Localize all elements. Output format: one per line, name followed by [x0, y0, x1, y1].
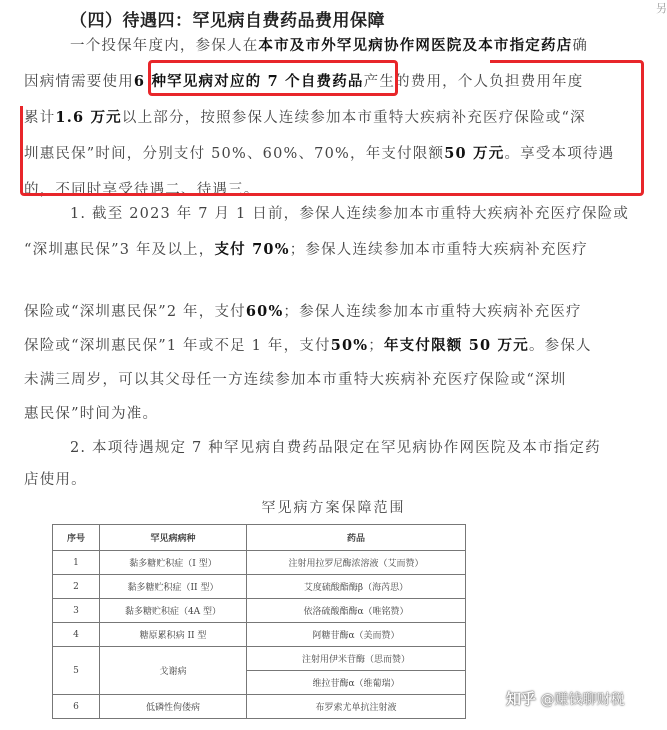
row-drug: 注射用伊米苷酶（思而赞）: [247, 647, 466, 671]
table-row: [53, 647, 466, 671]
row-disease: 黏多糖贮积症（4A 型）: [100, 599, 247, 623]
table-row: [53, 623, 466, 647]
table-header-row: [53, 525, 466, 551]
row-no: 3: [53, 599, 100, 623]
intro-line-4-prefix: 圳惠民保”时间，分别支付 50%、60%、70%，年支付限额: [24, 146, 445, 162]
item-1-line-2-bold: 支付 70%: [214, 241, 290, 258]
intro-line-2-mid: 产生的费用，: [363, 74, 458, 90]
row-drug: 布罗索尤单抗注射液: [247, 695, 466, 719]
row-drug: 艾度硫酸酯酶β（海芮思）: [247, 575, 466, 599]
intro-line-2-bold: 6 种罕见病对应的 7 个自费药品: [133, 73, 364, 90]
rare-disease-table: [52, 524, 466, 719]
row-no: 4: [53, 623, 100, 647]
intro-line-3-prefix: 累计: [24, 110, 56, 126]
table-row: [53, 551, 466, 575]
intro-line-2: [24, 64, 583, 100]
item-1-line-4-bold-1: 50%: [330, 337, 369, 354]
table-row: [53, 599, 466, 623]
row-drug: 阿糖苷酶α（美而赞）: [247, 623, 466, 647]
intro-line-3-suffix: 以上部分，按照参保人连续参加本市重特大疾病补充医疗保险或“深: [121, 110, 586, 126]
intro-line-4-bold: 50 万元: [444, 145, 505, 162]
item-1-line-3-suffix: ；参保人连续参加本市重特大疾病补充医疗: [283, 304, 582, 320]
intro-line-2-tail: 个人负担费用年度: [457, 74, 584, 90]
intro-line-1-prefix: 一个投保年度内，参保人在: [70, 38, 259, 54]
row-drug: 注射用拉罗尼酶浓溶液（艾而赞）: [247, 551, 466, 575]
item-2-line-2: 店使用。: [24, 472, 87, 488]
intro-line-5: 的，不同时享受待遇二、待遇三。: [24, 182, 260, 198]
intro-line-1-suffix: 确: [572, 38, 589, 54]
item-2-line-1: 2. 本项待遇规定 7 种罕见病自费药品限定在罕见病协作网医院及本市指定药: [70, 440, 601, 456]
item-1-line-3: [24, 294, 582, 330]
row-disease: 糖原累积病 II 型: [100, 623, 247, 647]
row-drug-2: 维拉苷酶α（维葡瑞）: [247, 671, 466, 695]
item-1-line-5: 未满三周岁，可以其父母任一方连续参加本市重特大疾病补充医疗保险或“深圳: [24, 372, 567, 388]
intro-line-1-bold: 本市及市外罕见病协作网医院及本市指定药店: [258, 37, 573, 54]
row-disease: 黏多糖贮积症（I 型）: [100, 551, 247, 575]
intro-line-3-bold: 1.6 万元: [55, 109, 122, 126]
item-2-paragraph: [24, 430, 634, 500]
row-disease: 低磷性佝偻病: [100, 695, 247, 719]
header-drug: 药品: [247, 525, 466, 551]
item-1-line-3-bold: 60%: [245, 303, 284, 320]
item-1-line-3-prefix: 保险或“深圳惠民保”2 年，支付: [24, 304, 246, 320]
row-disease: 黏多糖贮积症（II 型）: [100, 575, 247, 599]
item-1-line-4-prefix: 保险或“深圳惠民保”1 年或不足 1 年，支付: [24, 338, 331, 354]
item-1-line-2-prefix: “深圳惠民保”3 年及以上，: [24, 242, 215, 258]
table-row: [53, 575, 466, 599]
section-heading: （四）待遇四：罕见病自费药品费用保障: [70, 11, 385, 31]
row-no: 2: [53, 575, 100, 599]
intro-line-2-prefix: 因病情需要使用: [24, 74, 134, 90]
intro-line-4: [24, 136, 614, 172]
intro-line-4-suffix: 。享受本项待遇: [504, 146, 615, 162]
watermark-author: @赚钱聊财税: [540, 692, 625, 708]
row-drug: 依洛硫酸酯酶α（唯铭赞）: [247, 599, 466, 623]
item-1-line-6: 惠民保”时间为准。: [24, 406, 159, 422]
intro-line-3: [24, 100, 586, 136]
item-1-line-1: 1. 截至 2023 年 7 月 1 日前，参保人连续参加本市重特大疾病补充医疗保险或: [70, 206, 630, 222]
intro-line-1: [70, 28, 588, 64]
row-disease: 戈谢病: [100, 647, 247, 695]
watermark-brand: 知乎: [506, 690, 537, 708]
corner-mark: 另: [656, 2, 667, 15]
intro-paragraph: [24, 28, 634, 208]
header-no: 序号: [53, 525, 100, 551]
item-1-line-2-suffix: ；参保人连续参加本市重特大疾病补充医疗: [289, 242, 588, 258]
item-1-line-4: [24, 328, 592, 364]
header-disease: 罕见病病种: [100, 525, 247, 551]
item-1-line-4-mid: ；: [368, 338, 384, 354]
table-row: [53, 695, 466, 719]
item-1-line-2: [24, 232, 588, 268]
item-1-line-4-bold-2: 年支付限额 50 万元: [383, 337, 529, 354]
table-title: 罕见病方案保障范围: [261, 500, 406, 516]
zhihu-watermark: [506, 688, 624, 709]
row-no: 1: [53, 551, 100, 575]
row-no: 6: [53, 695, 100, 719]
row-no: 5: [53, 647, 100, 695]
item-1-line-4-suffix: 。参保人: [528, 338, 592, 354]
item-1-paragraph: [24, 196, 634, 276]
